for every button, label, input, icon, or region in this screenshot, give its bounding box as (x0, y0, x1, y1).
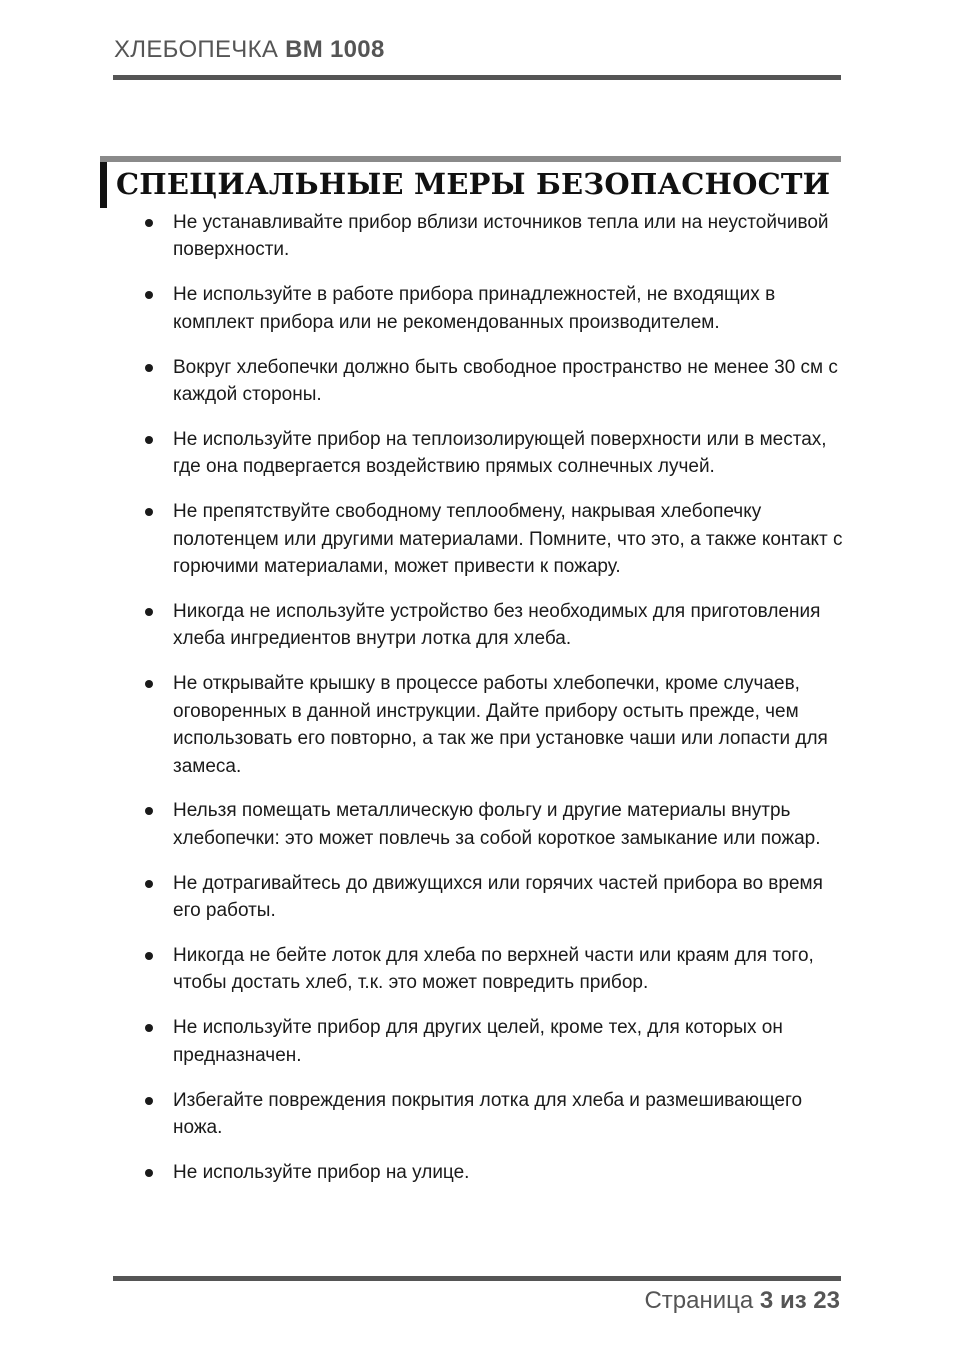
list-item (144, 870, 844, 925)
bullet-icon (145, 1097, 153, 1105)
list-item-text: Не используйте в работе прибора принадлежностей, не входящих в комплект прибора или не рекомендованных производителем. (173, 284, 776, 333)
list-item-text: Не используйте прибор на улице. (173, 1161, 470, 1183)
list-item (144, 426, 844, 481)
section-side-mark (100, 162, 107, 208)
bullet-icon (145, 680, 153, 688)
header-rule (113, 75, 841, 80)
list-item (144, 1014, 844, 1069)
list-item (144, 1159, 844, 1186)
list-item-text: Не открывайте крышку в процессе работы хлебопечки, кроме случаев, оговоренных в данной инструкции. Дайте прибору остыть прежде, чем использовать его повторно, а так же при установке чаши или лопасти для замеса. (173, 673, 828, 777)
list-item (144, 354, 844, 409)
bullet-icon (145, 291, 153, 299)
list-item-text: Не дотрагивайтесь до движущихся или горячих частей прибора во время его работы. (173, 872, 823, 922)
bullet-icon (145, 436, 153, 444)
list-item-text: Никогда не бейте лоток для хлеба по верхней части или краям для того, чтобы достать хлеб, т.к. это может повредить прибор. (173, 945, 814, 994)
list-item-text: Не препятствуйте свободному теплообмену, накрывая хлебопечку полотенцем или другими материалами. Помните, что это, а также контакт с горючими материалами, может привести к пожару. (173, 501, 843, 578)
bullet-icon (145, 1169, 153, 1177)
bullet-icon (145, 364, 153, 372)
page-header (114, 36, 840, 64)
list-item (144, 598, 844, 653)
bullet-icon (145, 880, 153, 888)
list-item (144, 670, 844, 780)
list-item-text: Не используйте прибор на теплоизолирующей поверхности или в местах, где она подвергается воздействию прямых солнечных лучей. (173, 428, 827, 478)
bullet-icon (145, 508, 153, 516)
bullet-icon (145, 1024, 153, 1032)
list-item (144, 1087, 844, 1142)
list-item-text: Вокруг хлебопечки должно быть свободное пространство не менее 30 см с каждой стороны. (173, 356, 838, 406)
page-footer (644, 1287, 840, 1315)
list-item-text: Никогда не используйте устройство без необходимых для приготовления хлеба ингредиентов внутри лотка для хлеба. (173, 600, 821, 650)
bullet-icon (145, 608, 153, 616)
section-top-bar (100, 156, 841, 162)
header-model: BM 1008 (285, 36, 385, 63)
footer-page-sep: из (779, 1287, 807, 1314)
footer-page-total: 23 (813, 1287, 840, 1314)
bullet-icon (145, 807, 153, 815)
section-title: СПЕЦИАЛЬНЫЕ МЕРЫ БЕЗОПАСНОСТИ (116, 167, 831, 201)
list-item (144, 942, 844, 997)
list-item-text: Нельзя помещать металлическую фольгу и другие материалы внутрь хлебопечки: это может повлечь за собой короткое замыкание или пожар. (173, 800, 821, 849)
footer-page-word: Страница (644, 1287, 754, 1314)
list-item (144, 797, 844, 852)
header-product: ХЛЕБОПЕЧКА (114, 36, 279, 63)
footer-page-current: 3 (759, 1287, 774, 1314)
footer-rule (113, 1276, 841, 1281)
list-item (144, 498, 844, 580)
bullet-icon (145, 952, 153, 960)
list-item (144, 209, 844, 264)
safety-list (144, 209, 844, 1204)
list-item-text: Избегайте повреждения покрытия лотка для хлеба и размешивающего ножа. (173, 1089, 803, 1139)
bullet-icon (145, 219, 153, 227)
list-item (144, 281, 844, 336)
list-item-text: Не устанавливайте прибор вблизи источников тепла или на неустойчивой поверхности. (173, 212, 829, 261)
list-item-text: Не используйте прибор для других целей, кроме тех, для которых он предназначен. (173, 1017, 783, 1066)
